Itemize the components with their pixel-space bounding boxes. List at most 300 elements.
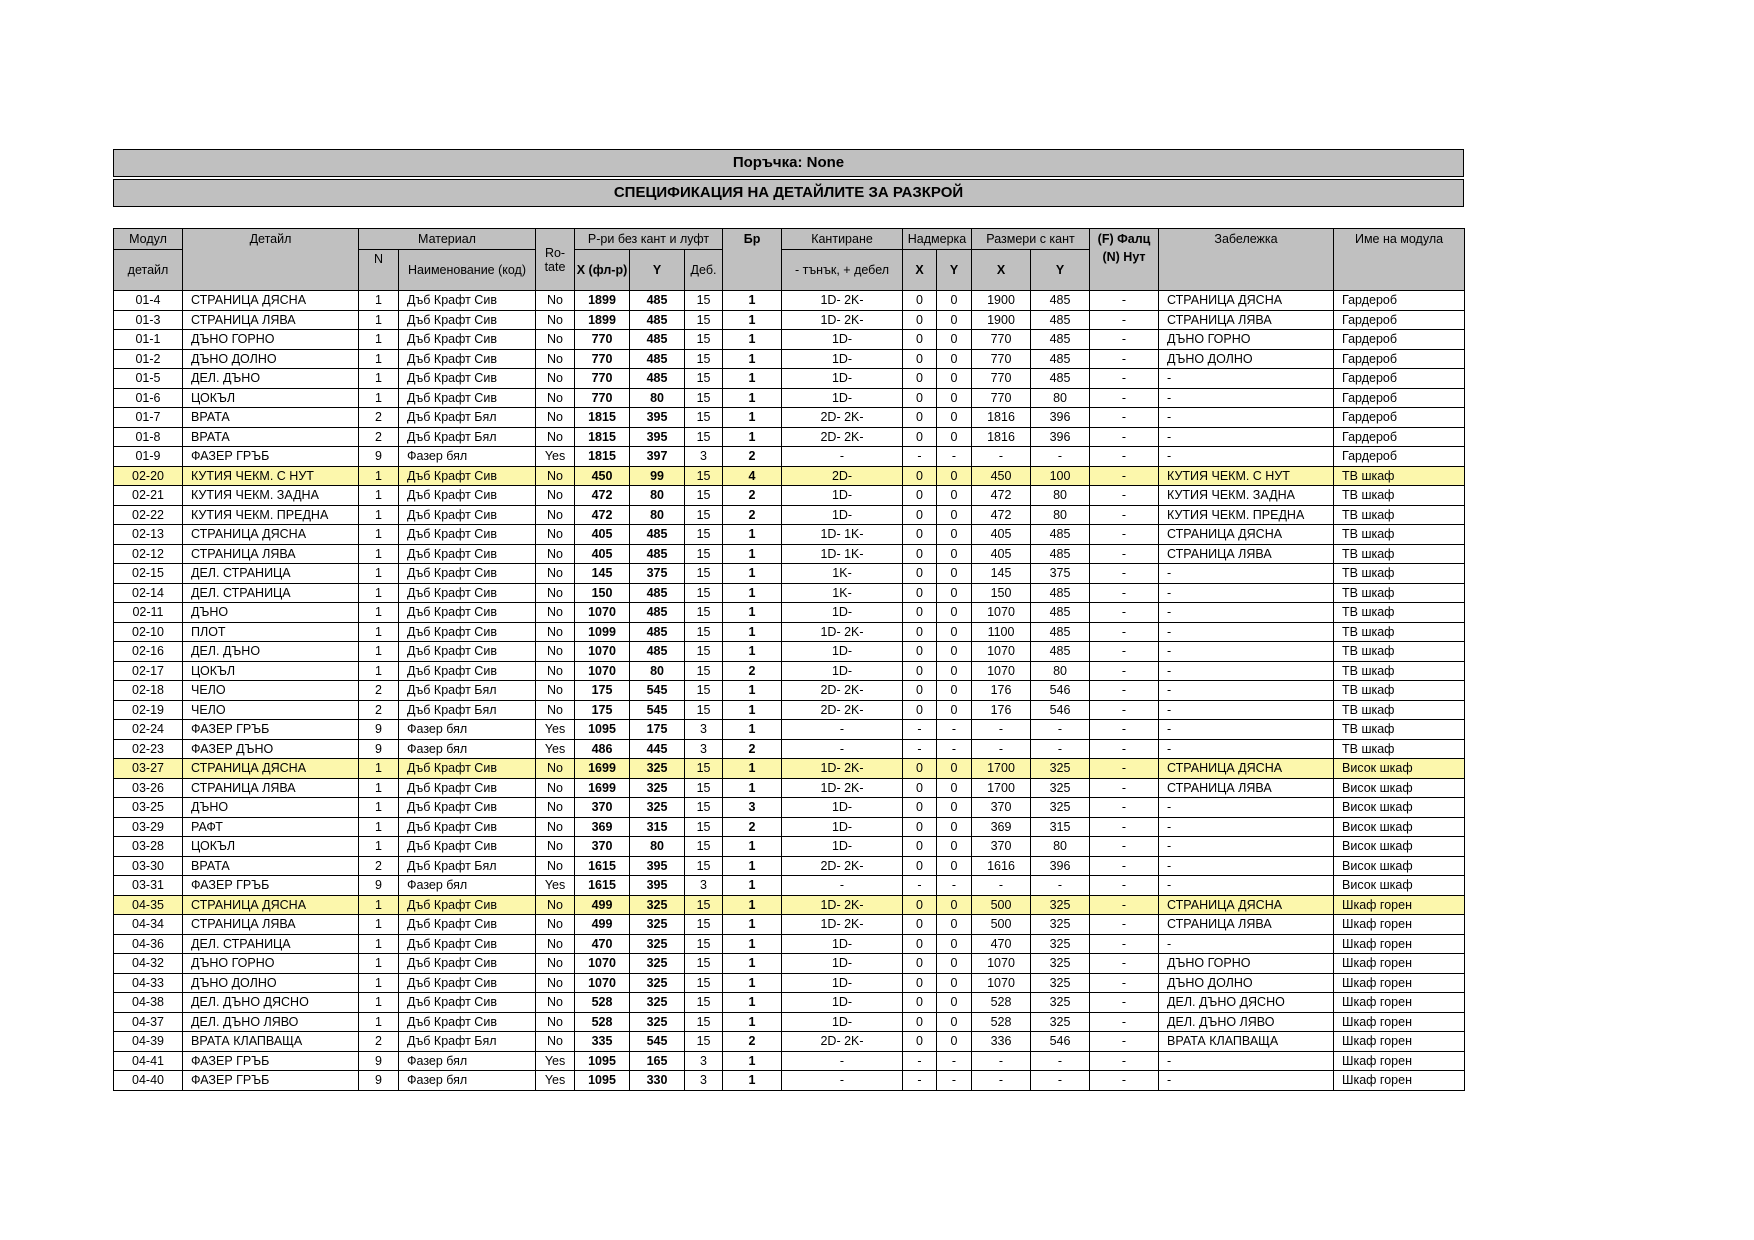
cell-thickness: 15 bbox=[685, 993, 723, 1013]
cell-module-name: Гардероб bbox=[1334, 369, 1465, 389]
cell-thickness: 15 bbox=[685, 564, 723, 584]
cell-qty: 1 bbox=[723, 427, 782, 447]
cell-allowance-x: 0 bbox=[903, 778, 937, 798]
cell-thickness: 15 bbox=[685, 778, 723, 798]
cell-n: 1 bbox=[359, 817, 399, 837]
cell-material: Дъб Крафт Бял bbox=[399, 408, 536, 428]
cell-thickness: 15 bbox=[685, 817, 723, 837]
cell-y: 485 bbox=[630, 525, 685, 545]
cell-edged-x: 405 bbox=[972, 525, 1031, 545]
cell-allowance-y: 0 bbox=[937, 993, 972, 1013]
cell-falc: - bbox=[1090, 837, 1159, 857]
cell-edged-x: 450 bbox=[972, 466, 1031, 486]
cell-allowance-x: 0 bbox=[903, 700, 937, 720]
cell-module-id: 04-39 bbox=[114, 1032, 183, 1052]
cell-x: 1070 bbox=[575, 661, 630, 681]
cell-y: 325 bbox=[630, 798, 685, 818]
cell-y: 315 bbox=[630, 817, 685, 837]
cell-qty: 1 bbox=[723, 876, 782, 896]
cell-note: - bbox=[1159, 369, 1334, 389]
cell-edging: 1D- bbox=[782, 817, 903, 837]
cell-note: КУТИЯ ЧЕКМ. С НУТ bbox=[1159, 466, 1334, 486]
cell-edged-y: 325 bbox=[1031, 954, 1090, 974]
cell-qty: 1 bbox=[723, 583, 782, 603]
cell-thickness: 15 bbox=[685, 603, 723, 623]
cell-allowance-y: - bbox=[937, 1051, 972, 1071]
cell-falc: - bbox=[1090, 291, 1159, 311]
cell-detail: ДЕЛ. ДЪНО bbox=[183, 369, 359, 389]
cell-edged-y: - bbox=[1031, 720, 1090, 740]
cell-detail: ВРАТА bbox=[183, 408, 359, 428]
cell-detail: СТРАНИЦА ЛЯВА bbox=[183, 544, 359, 564]
cell-qty: 2 bbox=[723, 505, 782, 525]
cell-edged-y: - bbox=[1031, 876, 1090, 896]
table-row bbox=[114, 310, 1465, 330]
cell-detail: СТРАНИЦА ДЯСНА bbox=[183, 759, 359, 779]
cell-module-id: 03-30 bbox=[114, 856, 183, 876]
cell-edging: - bbox=[782, 447, 903, 467]
cell-thickness: 15 bbox=[685, 1032, 723, 1052]
cell-x: 1095 bbox=[575, 1051, 630, 1071]
cell-edged-y: 485 bbox=[1031, 291, 1090, 311]
cell-qty: 1 bbox=[723, 856, 782, 876]
cell-allowance-x: 0 bbox=[903, 895, 937, 915]
cell-x: 1070 bbox=[575, 954, 630, 974]
cell-material: Дъб Крафт Сив bbox=[399, 817, 536, 837]
cell-allowance-x: 0 bbox=[903, 564, 937, 584]
cell-edged-y: 485 bbox=[1031, 349, 1090, 369]
cell-edging: 1D- bbox=[782, 954, 903, 974]
cell-module-name: Гардероб bbox=[1334, 310, 1465, 330]
cell-y: 485 bbox=[630, 603, 685, 623]
cell-module-name: Висок шкаф bbox=[1334, 798, 1465, 818]
cell-edging: 2D- 2K- bbox=[782, 856, 903, 876]
cell-allowance-x: 0 bbox=[903, 759, 937, 779]
cell-allowance-x: 0 bbox=[903, 934, 937, 954]
cell-falc: - bbox=[1090, 642, 1159, 662]
cell-detail: ФАЗЕР ГРЪБ bbox=[183, 447, 359, 467]
cell-falc: - bbox=[1090, 544, 1159, 564]
cell-edged-y: 485 bbox=[1031, 622, 1090, 642]
cell-allowance-y: 0 bbox=[937, 915, 972, 935]
cell-module-id: 02-24 bbox=[114, 720, 183, 740]
cell-y: 80 bbox=[630, 505, 685, 525]
cell-n: 1 bbox=[359, 466, 399, 486]
cell-module-id: 01-1 bbox=[114, 330, 183, 350]
cell-falc: - bbox=[1090, 817, 1159, 837]
table-row bbox=[114, 837, 1465, 857]
cell-n: 1 bbox=[359, 778, 399, 798]
cell-detail: ДЕЛ. ДЪНО bbox=[183, 642, 359, 662]
cell-qty: 1 bbox=[723, 1012, 782, 1032]
cell-x: 528 bbox=[575, 1012, 630, 1032]
cell-rotate: No bbox=[536, 681, 575, 701]
cell-material: Дъб Крафт Сив bbox=[399, 349, 536, 369]
col-note-header: Забележка bbox=[1159, 229, 1334, 291]
cell-module-name: ТВ шкаф bbox=[1334, 700, 1465, 720]
cell-detail: ФАЗЕР ГРЪБ bbox=[183, 720, 359, 740]
cell-allowance-x: 0 bbox=[903, 837, 937, 857]
cell-module-name: ТВ шкаф bbox=[1334, 544, 1465, 564]
cell-qty: 1 bbox=[723, 408, 782, 428]
cell-falc: - bbox=[1090, 388, 1159, 408]
cell-x: 175 bbox=[575, 681, 630, 701]
cell-y: 325 bbox=[630, 759, 685, 779]
cell-thickness: 15 bbox=[685, 954, 723, 974]
cell-material: Дъб Крафт Сив bbox=[399, 291, 536, 311]
cell-edged-x: 528 bbox=[972, 993, 1031, 1013]
cell-allowance-x: 0 bbox=[903, 856, 937, 876]
cell-qty: 1 bbox=[723, 525, 782, 545]
cell-n: 1 bbox=[359, 564, 399, 584]
cell-rotate: No bbox=[536, 1032, 575, 1052]
cell-rotate: Yes bbox=[536, 720, 575, 740]
cell-edged-y: 485 bbox=[1031, 544, 1090, 564]
cell-y: 80 bbox=[630, 388, 685, 408]
table-row bbox=[114, 973, 1465, 993]
cell-module-id: 03-27 bbox=[114, 759, 183, 779]
cell-module-name: Висок шкаф bbox=[1334, 759, 1465, 779]
cell-edging: - bbox=[782, 739, 903, 759]
cell-edged-x: 1816 bbox=[972, 408, 1031, 428]
cell-allowance-y: 0 bbox=[937, 798, 972, 818]
cell-module-id: 03-31 bbox=[114, 876, 183, 896]
cell-module-id: 03-29 bbox=[114, 817, 183, 837]
cell-material: Фазер бял bbox=[399, 1071, 536, 1091]
cell-module-id: 02-21 bbox=[114, 486, 183, 506]
cell-x: 486 bbox=[575, 739, 630, 759]
cell-x: 499 bbox=[575, 915, 630, 935]
cell-rotate: No bbox=[536, 934, 575, 954]
cell-module-name: ТВ шкаф bbox=[1334, 583, 1465, 603]
cell-note: - bbox=[1159, 427, 1334, 447]
cell-edged-x: 472 bbox=[972, 505, 1031, 525]
cell-x: 1899 bbox=[575, 310, 630, 330]
col-thickness-header: Деб. bbox=[685, 250, 723, 291]
cell-material: Дъб Крафт Сив bbox=[399, 603, 536, 623]
cell-edging: 1D- bbox=[782, 330, 903, 350]
table-row bbox=[114, 739, 1465, 759]
cell-rotate: Yes bbox=[536, 876, 575, 896]
cell-rotate: No bbox=[536, 408, 575, 428]
cell-module-name: ТВ шкаф bbox=[1334, 661, 1465, 681]
falc-top: (F) Фалц bbox=[1097, 232, 1151, 246]
cell-edging: 1D- bbox=[782, 486, 903, 506]
cell-module-name: Висок шкаф bbox=[1334, 837, 1465, 857]
cell-n: 1 bbox=[359, 915, 399, 935]
cell-detail: ПЛОТ bbox=[183, 622, 359, 642]
cell-thickness: 15 bbox=[685, 973, 723, 993]
cell-material: Дъб Крафт Сив bbox=[399, 778, 536, 798]
cell-edged-y: 80 bbox=[1031, 661, 1090, 681]
cell-edged-y: - bbox=[1031, 447, 1090, 467]
cell-note: ДЕЛ. ДЪНО ЛЯВО bbox=[1159, 1012, 1334, 1032]
cell-edged-x: 176 bbox=[972, 681, 1031, 701]
cell-falc: - bbox=[1090, 778, 1159, 798]
cell-material: Дъб Крафт Сив bbox=[399, 310, 536, 330]
cell-thickness: 3 bbox=[685, 1071, 723, 1091]
cell-qty: 1 bbox=[723, 895, 782, 915]
cell-y: 375 bbox=[630, 564, 685, 584]
cell-edged-x: 472 bbox=[972, 486, 1031, 506]
cell-material: Фазер бял bbox=[399, 876, 536, 896]
cell-material: Дъб Крафт Сив bbox=[399, 759, 536, 779]
cell-module-name: Гардероб bbox=[1334, 388, 1465, 408]
cell-thickness: 15 bbox=[685, 1012, 723, 1032]
cell-falc: - bbox=[1090, 486, 1159, 506]
cell-module-id: 02-14 bbox=[114, 583, 183, 603]
cell-edged-x: 500 bbox=[972, 895, 1031, 915]
cell-x: 1095 bbox=[575, 720, 630, 740]
rotate-top: Ro- bbox=[544, 245, 566, 260]
cell-x: 499 bbox=[575, 895, 630, 915]
cell-note: СТРАНИЦА ДЯСНА bbox=[1159, 291, 1334, 311]
cell-edging: 1D- 2K- bbox=[782, 915, 903, 935]
cell-rotate: No bbox=[536, 759, 575, 779]
cell-rotate: No bbox=[536, 310, 575, 330]
cell-edged-y: 396 bbox=[1031, 408, 1090, 428]
cell-allowance-x: 0 bbox=[903, 642, 937, 662]
cell-y: 485 bbox=[630, 310, 685, 330]
cell-falc: - bbox=[1090, 505, 1159, 525]
cell-falc: - bbox=[1090, 622, 1159, 642]
table-row bbox=[114, 1032, 1465, 1052]
cell-allowance-y: 0 bbox=[937, 466, 972, 486]
cell-module-name: ТВ шкаф bbox=[1334, 564, 1465, 584]
cell-detail: ЦОКЪЛ bbox=[183, 388, 359, 408]
cell-allowance-y: 0 bbox=[937, 486, 972, 506]
cell-falc: - bbox=[1090, 973, 1159, 993]
cell-thickness: 15 bbox=[685, 408, 723, 428]
cell-y: 175 bbox=[630, 720, 685, 740]
cell-material: Дъб Крафт Сив bbox=[399, 525, 536, 545]
cell-qty: 4 bbox=[723, 466, 782, 486]
cell-module-id: 02-13 bbox=[114, 525, 183, 545]
cell-module-id: 01-5 bbox=[114, 369, 183, 389]
cell-x: 1070 bbox=[575, 973, 630, 993]
cell-allowance-y: 0 bbox=[937, 700, 972, 720]
cell-y: 325 bbox=[630, 915, 685, 935]
cell-edging: 1D- 1K- bbox=[782, 525, 903, 545]
cell-material: Дъб Крафт Сив bbox=[399, 544, 536, 564]
cell-y: 545 bbox=[630, 700, 685, 720]
cell-x: 370 bbox=[575, 837, 630, 857]
cell-rotate: No bbox=[536, 388, 575, 408]
cell-rotate: No bbox=[536, 856, 575, 876]
cell-falc: - bbox=[1090, 993, 1159, 1013]
cell-edging: 1D- 2K- bbox=[782, 310, 903, 330]
cell-edged-x: 500 bbox=[972, 915, 1031, 935]
cell-edging: 1D- bbox=[782, 505, 903, 525]
spec-table bbox=[113, 228, 1465, 1091]
cell-detail: ВРАТА КЛАПВАЩА bbox=[183, 1032, 359, 1052]
col-falc-header bbox=[1090, 229, 1159, 291]
cell-module-name: Висок шкаф bbox=[1334, 876, 1465, 896]
cell-allowance-y: 0 bbox=[937, 564, 972, 584]
cell-edged-x: 1700 bbox=[972, 778, 1031, 798]
cell-rotate: No bbox=[536, 466, 575, 486]
cell-material: Дъб Крафт Сив bbox=[399, 466, 536, 486]
cell-module-id: 04-36 bbox=[114, 934, 183, 954]
cell-edging: 1D- 2K- bbox=[782, 759, 903, 779]
cell-edging: - bbox=[782, 876, 903, 896]
cell-falc: - bbox=[1090, 876, 1159, 896]
cell-qty: 2 bbox=[723, 447, 782, 467]
cell-edged-y: 325 bbox=[1031, 1012, 1090, 1032]
cell-y: 80 bbox=[630, 661, 685, 681]
cell-y: 325 bbox=[630, 954, 685, 974]
cell-edged-y: 325 bbox=[1031, 934, 1090, 954]
header-row-1 bbox=[114, 229, 1465, 250]
cell-edged-x: 1070 bbox=[972, 642, 1031, 662]
cell-y: 485 bbox=[630, 291, 685, 311]
cell-edged-y: - bbox=[1031, 1051, 1090, 1071]
cell-thickness: 15 bbox=[685, 622, 723, 642]
cell-allowance-y: 0 bbox=[937, 642, 972, 662]
cell-x: 1699 bbox=[575, 759, 630, 779]
cell-note: ВРАТА КЛАПВАЩА bbox=[1159, 1032, 1334, 1052]
cell-n: 1 bbox=[359, 525, 399, 545]
cell-module-id: 03-26 bbox=[114, 778, 183, 798]
cell-allowance-y: 0 bbox=[937, 583, 972, 603]
cell-allowance-y: 0 bbox=[937, 661, 972, 681]
cell-thickness: 15 bbox=[685, 583, 723, 603]
table-row bbox=[114, 349, 1465, 369]
cell-edging: 2D- 2K- bbox=[782, 681, 903, 701]
cell-rotate: Yes bbox=[536, 1071, 575, 1091]
cell-rotate: No bbox=[536, 564, 575, 584]
cell-module-id: 02-11 bbox=[114, 603, 183, 623]
cell-module-name: Гардероб bbox=[1334, 349, 1465, 369]
cell-x: 770 bbox=[575, 349, 630, 369]
cell-x: 1699 bbox=[575, 778, 630, 798]
cell-module-id: 01-3 bbox=[114, 310, 183, 330]
cell-edged-y: 546 bbox=[1031, 1032, 1090, 1052]
cell-x: 150 bbox=[575, 583, 630, 603]
cell-n: 9 bbox=[359, 1071, 399, 1091]
cell-thickness: 15 bbox=[685, 642, 723, 662]
cell-material: Дъб Крафт Сив bbox=[399, 583, 536, 603]
cell-edging: 1D- 1K- bbox=[782, 544, 903, 564]
cell-y: 485 bbox=[630, 369, 685, 389]
cell-note: СТРАНИЦА ЛЯВА bbox=[1159, 544, 1334, 564]
cell-edged-y: 485 bbox=[1031, 525, 1090, 545]
cell-qty: 1 bbox=[723, 369, 782, 389]
cell-edging: 2D- 2K- bbox=[782, 700, 903, 720]
cell-n: 1 bbox=[359, 622, 399, 642]
cell-y: 395 bbox=[630, 856, 685, 876]
col-y-header: Y bbox=[630, 250, 685, 291]
cell-module-id: 02-23 bbox=[114, 739, 183, 759]
cell-rotate: No bbox=[536, 583, 575, 603]
cell-falc: - bbox=[1090, 700, 1159, 720]
cell-material: Дъб Крафт Сив bbox=[399, 505, 536, 525]
cell-falc: - bbox=[1090, 895, 1159, 915]
cell-rotate: No bbox=[536, 642, 575, 662]
cell-falc: - bbox=[1090, 349, 1159, 369]
cell-edged-y: 80 bbox=[1031, 388, 1090, 408]
cell-allowance-y: 0 bbox=[937, 837, 972, 857]
cell-allowance-y: 0 bbox=[937, 778, 972, 798]
cell-detail: ВРАТА bbox=[183, 427, 359, 447]
cell-x: 1070 bbox=[575, 603, 630, 623]
cell-thickness: 15 bbox=[685, 310, 723, 330]
cell-material: Дъб Крафт Сив bbox=[399, 954, 536, 974]
cell-edging: 1D- bbox=[782, 603, 903, 623]
cell-module-name: ТВ шкаф bbox=[1334, 525, 1465, 545]
cell-edged-x: - bbox=[972, 720, 1031, 740]
cell-rotate: No bbox=[536, 505, 575, 525]
cell-y: 99 bbox=[630, 466, 685, 486]
cell-rotate: No bbox=[536, 798, 575, 818]
cell-allowance-x: 0 bbox=[903, 291, 937, 311]
cell-qty: 1 bbox=[723, 564, 782, 584]
cell-allowance-x: 0 bbox=[903, 661, 937, 681]
cell-note: - bbox=[1159, 583, 1334, 603]
cell-n: 1 bbox=[359, 973, 399, 993]
cell-allowance-y: 0 bbox=[937, 291, 972, 311]
cell-allowance-y: 0 bbox=[937, 408, 972, 428]
cell-x: 175 bbox=[575, 700, 630, 720]
cell-module-name: ТВ шкаф bbox=[1334, 466, 1465, 486]
col-size-edge-header: Размери с кант bbox=[972, 229, 1090, 250]
cell-thickness: 15 bbox=[685, 895, 723, 915]
cell-module-name: Гардероб bbox=[1334, 427, 1465, 447]
col-modul-header: Модул bbox=[114, 229, 183, 250]
cell-note: - bbox=[1159, 447, 1334, 467]
cell-n: 9 bbox=[359, 1051, 399, 1071]
cell-allowance-x: - bbox=[903, 447, 937, 467]
cell-x: 1615 bbox=[575, 856, 630, 876]
cell-x: 405 bbox=[575, 525, 630, 545]
cell-y: 330 bbox=[630, 1071, 685, 1091]
cell-qty: 1 bbox=[723, 622, 782, 642]
cell-edging: - bbox=[782, 1071, 903, 1091]
cell-edged-x: 370 bbox=[972, 837, 1031, 857]
cell-y: 545 bbox=[630, 1032, 685, 1052]
cell-edged-y: 80 bbox=[1031, 505, 1090, 525]
cell-qty: 1 bbox=[723, 544, 782, 564]
cell-n: 1 bbox=[359, 369, 399, 389]
col-n-header: N bbox=[359, 250, 399, 291]
cell-qty: 2 bbox=[723, 661, 782, 681]
cell-qty: 1 bbox=[723, 700, 782, 720]
table-row bbox=[114, 583, 1465, 603]
cell-module-id: 02-19 bbox=[114, 700, 183, 720]
cell-edging: 1D- bbox=[782, 388, 903, 408]
cell-thickness: 15 bbox=[685, 369, 723, 389]
cell-allowance-y: 0 bbox=[937, 817, 972, 837]
cell-edged-x: - bbox=[972, 739, 1031, 759]
cell-note: - bbox=[1159, 564, 1334, 584]
cell-edged-x: 145 bbox=[972, 564, 1031, 584]
cell-edging: 1D- bbox=[782, 1012, 903, 1032]
cell-n: 1 bbox=[359, 954, 399, 974]
cell-y: 397 bbox=[630, 447, 685, 467]
cell-rotate: No bbox=[536, 427, 575, 447]
cell-note: СТРАНИЦА ДЯСНА bbox=[1159, 525, 1334, 545]
cell-allowance-y: 0 bbox=[937, 622, 972, 642]
cell-edged-x: 1070 bbox=[972, 603, 1031, 623]
cell-edged-x: 770 bbox=[972, 349, 1031, 369]
cell-detail: ДЕЛ. ДЪНО ДЯСНО bbox=[183, 993, 359, 1013]
cell-edged-y: 80 bbox=[1031, 837, 1090, 857]
cell-allowance-y: 0 bbox=[937, 388, 972, 408]
cell-note: - bbox=[1159, 817, 1334, 837]
cell-note: - bbox=[1159, 681, 1334, 701]
cell-module-name: Шкаф горен bbox=[1334, 915, 1465, 935]
cell-y: 395 bbox=[630, 427, 685, 447]
